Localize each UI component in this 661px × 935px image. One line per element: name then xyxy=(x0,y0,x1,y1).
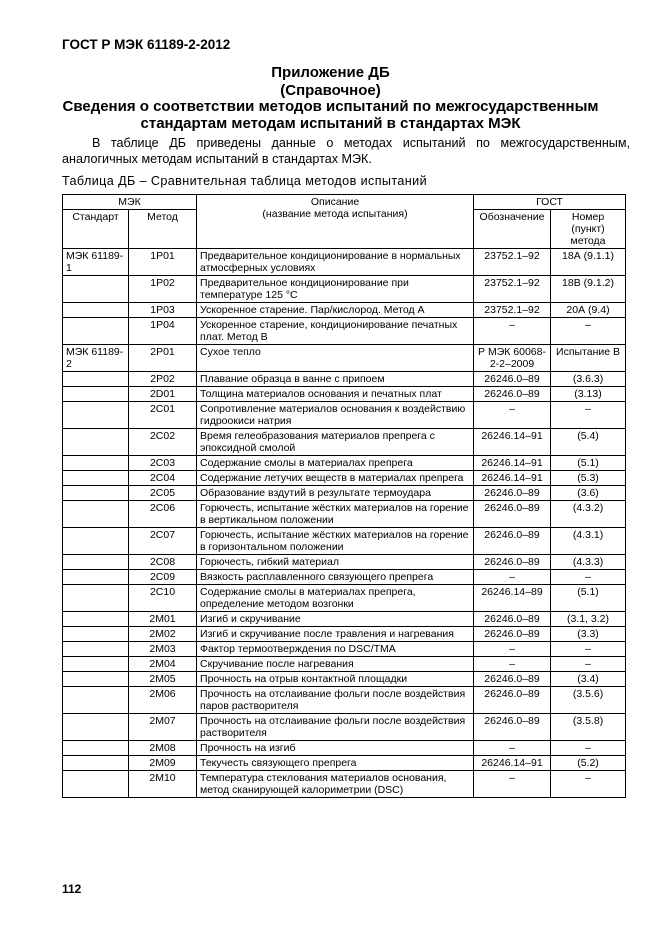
number-cell: 18А (9.1.1) xyxy=(551,249,626,276)
table-row xyxy=(63,402,626,429)
designation-cell: 23752.1–92 xyxy=(474,276,551,303)
standard-cell xyxy=(63,714,129,741)
standard-cell xyxy=(63,387,129,402)
designation-cell: 26246.0–89 xyxy=(474,486,551,501)
number-cell: (4.3.1) xyxy=(551,528,626,555)
designation-cell: 26246.0–89 xyxy=(474,387,551,402)
intro-paragraph xyxy=(62,135,630,167)
standard-cell xyxy=(63,672,129,687)
designation-cell: 26246.14–89 xyxy=(474,585,551,612)
standard-cell xyxy=(63,687,129,714)
standard-cell xyxy=(63,642,129,657)
designation-cell: – xyxy=(474,570,551,585)
header-iec: МЭК xyxy=(63,195,197,210)
table-row xyxy=(63,372,626,387)
table-row xyxy=(63,642,626,657)
number-cell: (4.3.2) xyxy=(551,501,626,528)
number-cell: (3.1, 3.2) xyxy=(551,612,626,627)
designation-cell: – xyxy=(474,771,551,798)
table-row xyxy=(63,687,626,714)
method-cell: 2P02 xyxy=(129,372,197,387)
method-cell: 2C10 xyxy=(129,585,197,612)
description-cell: Вязкость расплавленного связующего препрега xyxy=(197,570,474,585)
description-cell: Ускоренное старение, кондиционирование печатных плат. Метод В xyxy=(197,318,474,345)
header-number: Номер (пункт) метода xyxy=(551,210,626,249)
standard-cell xyxy=(63,756,129,771)
table-row xyxy=(63,471,626,486)
method-cell: 2M04 xyxy=(129,657,197,672)
method-cell: 2C05 xyxy=(129,486,197,501)
page-number: 112 xyxy=(62,882,82,896)
method-cell: 1P02 xyxy=(129,276,197,303)
method-cell: 2C06 xyxy=(129,501,197,528)
intro-line-2: аналогичных методам испытаний в стандартах МЭК. xyxy=(62,152,372,166)
designation-cell: 26246.14–91 xyxy=(474,429,551,456)
intro-line-1: В таблице ДБ приведены данные о методах испытаний по межгосударственным, xyxy=(92,136,630,150)
standard-cell xyxy=(63,456,129,471)
table-row xyxy=(63,501,626,528)
standard-cell xyxy=(63,741,129,756)
method-cell: 2C02 xyxy=(129,429,197,456)
standard-cell xyxy=(63,402,129,429)
table-caption: Таблица ДБ – Сравнительная таблица методов испытаний xyxy=(62,174,428,188)
description-cell: Содержание смолы в материалах препрега, определение методом возгонки xyxy=(197,585,474,612)
table-row xyxy=(63,456,626,471)
designation-cell: 26246.0–89 xyxy=(474,501,551,528)
standard-cell xyxy=(63,627,129,642)
table-row xyxy=(63,387,626,402)
standard-cell xyxy=(63,471,129,486)
standard-cell: МЭК 61189-1 xyxy=(63,249,129,276)
table-row xyxy=(63,672,626,687)
method-cell: 2M02 xyxy=(129,627,197,642)
number-cell: (5.2) xyxy=(551,756,626,771)
number-cell: (3.5.8) xyxy=(551,714,626,741)
method-cell: 2C08 xyxy=(129,555,197,570)
description-cell: Содержание смолы в материалах препрега xyxy=(197,456,474,471)
standard-cell xyxy=(63,303,129,318)
standard-cell xyxy=(63,501,129,528)
number-cell: (5.3) xyxy=(551,471,626,486)
header-row-1 xyxy=(63,195,626,210)
annex-title: Приложение ДБ xyxy=(271,64,390,81)
header-gost: ГОСТ xyxy=(474,195,626,210)
standard-cell xyxy=(63,657,129,672)
designation-cell: 23752.1–92 xyxy=(474,303,551,318)
table-row xyxy=(63,249,626,276)
table-row xyxy=(63,303,626,318)
designation-cell: 26246.0–89 xyxy=(474,687,551,714)
table-row xyxy=(63,276,626,303)
number-cell: – xyxy=(551,642,626,657)
method-cell: 2P01 xyxy=(129,345,197,372)
description-cell: Изгиб и скручивание после травления и нагревания xyxy=(197,627,474,642)
table-row xyxy=(63,756,626,771)
number-cell: (3.3) xyxy=(551,627,626,642)
standard-cell xyxy=(63,372,129,387)
standard-cell xyxy=(63,570,129,585)
method-cell: 2C04 xyxy=(129,471,197,486)
standard-cell xyxy=(63,318,129,345)
table-row xyxy=(63,741,626,756)
method-cell: 2M09 xyxy=(129,756,197,771)
standard-cell xyxy=(63,486,129,501)
number-cell: (3.13) xyxy=(551,387,626,402)
designation-cell: 26246.0–89 xyxy=(474,612,551,627)
table-row xyxy=(63,612,626,627)
description-cell: Горючесть, гибкий материал xyxy=(197,555,474,570)
method-cell: 2C01 xyxy=(129,402,197,429)
header-standard: Стандарт xyxy=(63,210,129,249)
header-designation: Обозначение xyxy=(474,210,551,249)
number-cell: (3.5.6) xyxy=(551,687,626,714)
method-cell: 2C03 xyxy=(129,456,197,471)
method-cell: 2C09 xyxy=(129,570,197,585)
comparison-table xyxy=(62,194,626,798)
designation-cell: – xyxy=(474,657,551,672)
number-cell: (4.3.3) xyxy=(551,555,626,570)
method-cell: 1P01 xyxy=(129,249,197,276)
description-cell: Содержание летучих веществ в материалах препрега xyxy=(197,471,474,486)
designation-cell: Р МЭК 60068-2-2–2009 xyxy=(474,345,551,372)
standard-cell: МЭК 61189-2 xyxy=(63,345,129,372)
number-cell: – xyxy=(551,570,626,585)
description-cell: Ускоренное старение. Пар/кислород. Метод А xyxy=(197,303,474,318)
description-cell: Текучесть связующего препрега xyxy=(197,756,474,771)
standard-cell xyxy=(63,276,129,303)
table-row xyxy=(63,486,626,501)
description-cell: Горючесть, испытание жёстких материалов на горение в вертикальном положении xyxy=(197,501,474,528)
table-row xyxy=(63,555,626,570)
description-cell: Прочность на изгиб xyxy=(197,741,474,756)
description-cell: Изгиб и скручивание xyxy=(197,612,474,627)
table-row xyxy=(63,714,626,741)
description-cell: Плавание образца в ванне с припоем xyxy=(197,372,474,387)
table-row xyxy=(63,528,626,555)
table-row xyxy=(63,429,626,456)
table-row xyxy=(63,771,626,798)
number-cell: 20А (9.4) xyxy=(551,303,626,318)
table-row xyxy=(63,318,626,345)
method-cell: 2M08 xyxy=(129,741,197,756)
description-cell: Прочность на отрыв контактной площадки xyxy=(197,672,474,687)
designation-cell: 23752.1–92 xyxy=(474,249,551,276)
description-cell: Сухое тепло xyxy=(197,345,474,372)
description-cell: Образование вздутий в результате термоудара xyxy=(197,486,474,501)
description-cell: Предварительное кондиционирование при температуре 125 °С xyxy=(197,276,474,303)
number-cell: – xyxy=(551,402,626,429)
designation-cell: 26246.14–91 xyxy=(474,471,551,486)
annex-heading-line-2: стандартам методам испытаний в стандартах МЭК xyxy=(140,115,521,132)
number-cell: Испытание В xyxy=(551,345,626,372)
header-description-sub: (название метода испытания) xyxy=(262,208,408,220)
designation-cell: 26246.0–89 xyxy=(474,627,551,642)
number-cell: – xyxy=(551,741,626,756)
standard-cell xyxy=(63,555,129,570)
standard-cell xyxy=(63,528,129,555)
description-cell: Прочность на отслаивание фольги после воздействия растворителя xyxy=(197,714,474,741)
method-cell: 2M05 xyxy=(129,672,197,687)
number-cell: (5.4) xyxy=(551,429,626,456)
header-method: Метод xyxy=(129,210,197,249)
standard-cell xyxy=(63,429,129,456)
number-cell: 18В (9.1.2) xyxy=(551,276,626,303)
number-cell: – xyxy=(551,657,626,672)
table-row xyxy=(63,345,626,372)
description-cell: Скручивание после нагревания xyxy=(197,657,474,672)
description-cell: Фактор термоотверждения по DSC/TMA xyxy=(197,642,474,657)
standard-cell xyxy=(63,771,129,798)
number-cell: – xyxy=(551,318,626,345)
method-cell: 2M07 xyxy=(129,714,197,741)
description-cell: Прочность на отслаивание фольги после воздействия паров растворителя xyxy=(197,687,474,714)
number-cell: (3.6.3) xyxy=(551,372,626,387)
designation-cell: 26246.0–89 xyxy=(474,672,551,687)
table-row xyxy=(63,657,626,672)
header-description xyxy=(197,195,474,249)
standard-cell xyxy=(63,585,129,612)
table-row xyxy=(63,627,626,642)
number-cell: (5.1) xyxy=(551,585,626,612)
description-cell: Горючесть, испытание жёстких материалов на горение в горизонтальном положении xyxy=(197,528,474,555)
designation-cell: – xyxy=(474,741,551,756)
designation-cell: – xyxy=(474,642,551,657)
designation-cell: – xyxy=(474,402,551,429)
description-cell: Предварительное кондиционирование в нормальных атмосферных условиях xyxy=(197,249,474,276)
table-row xyxy=(63,585,626,612)
method-cell: 2M01 xyxy=(129,612,197,627)
description-cell: Температура стеклования материалов основания, метод сканирующей калориметрии (DSC) xyxy=(197,771,474,798)
method-cell: 2M03 xyxy=(129,642,197,657)
method-cell: 2C07 xyxy=(129,528,197,555)
designation-cell: 26246.0–89 xyxy=(474,528,551,555)
designation-cell: 26246.14–91 xyxy=(474,756,551,771)
designation-cell: – xyxy=(474,318,551,345)
designation-cell: 26246.14–91 xyxy=(474,456,551,471)
table-row xyxy=(63,570,626,585)
number-cell: – xyxy=(551,771,626,798)
annex-heading-line-1: Сведения о соответствии методов испытаний по межгосударственным xyxy=(62,98,599,115)
number-cell: (3.4) xyxy=(551,672,626,687)
description-cell: Сопротивление материалов основания к воздействию гидроокиси натрия xyxy=(197,402,474,429)
method-cell: 2D01 xyxy=(129,387,197,402)
standard-cell xyxy=(63,612,129,627)
method-cell: 2M06 xyxy=(129,687,197,714)
number-cell: (3.6) xyxy=(551,486,626,501)
document-code-header: ГОСТ Р МЭК 61189-2-2012 xyxy=(62,37,231,52)
description-cell: Толщина материалов основания и печатных плат xyxy=(197,387,474,402)
number-cell: (5.1) xyxy=(551,456,626,471)
designation-cell: 26246.0–89 xyxy=(474,555,551,570)
method-cell: 1P03 xyxy=(129,303,197,318)
header-description-title: Описание xyxy=(310,196,360,208)
designation-cell: 26246.0–89 xyxy=(474,372,551,387)
designation-cell: 26246.0–89 xyxy=(474,714,551,741)
method-cell: 1P04 xyxy=(129,318,197,345)
method-cell: 2M10 xyxy=(129,771,197,798)
annex-kind: (Справочное) xyxy=(280,82,381,99)
description-cell: Время гелеобразования материалов препрега с эпоксидной смолой xyxy=(197,429,474,456)
